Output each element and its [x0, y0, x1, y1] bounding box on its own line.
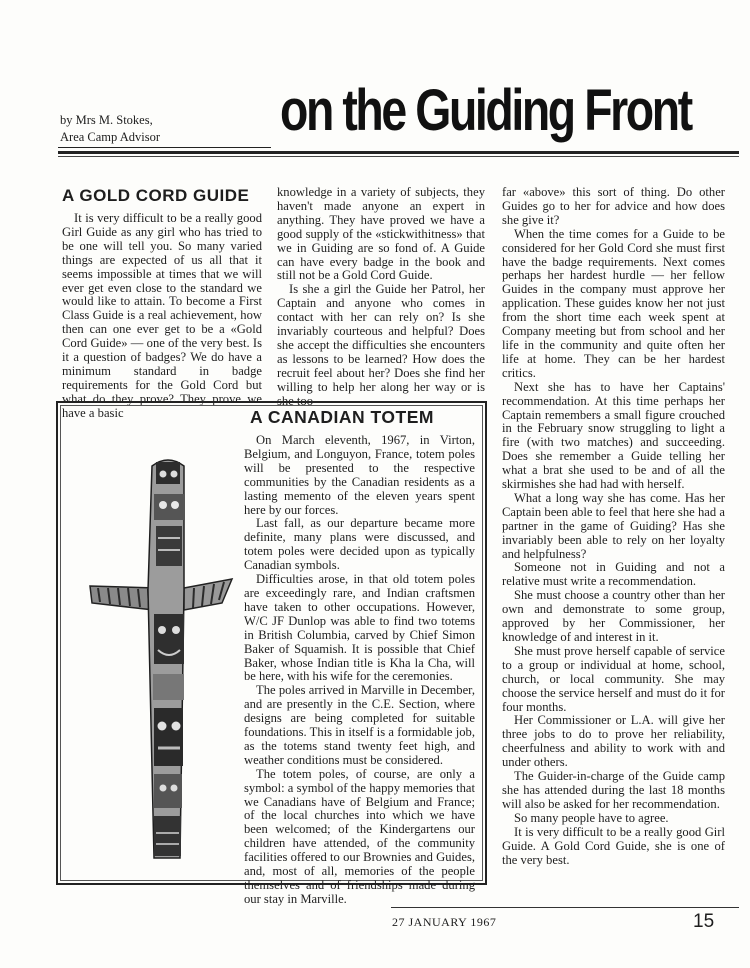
paragraph: The totem poles, of course, are only a symbol: a symbol of the happy memories that we Canadians have of Belgium and France; of the local churches into which we have been welcomed; of the Kindergartens our children have attended, of the community facilities offered to our Brownies and Guides, and, most of all, memories of the people themselves and of friendships made during our stay in Marville. — [244, 766, 475, 906]
issue-date: 27 JANUARY 1967 — [392, 915, 497, 929]
page-banner-title: on the Guiding Front — [280, 78, 691, 143]
footer-rule — [391, 907, 739, 908]
totem-pole-image — [84, 438, 239, 868]
totem-article-text — [244, 434, 475, 907]
byline-role: Area Camp Advisor — [60, 130, 160, 144]
paragraph: Next she has to have her Captains' recommendation. At this time perhaps her Captain remembers a small figure crouched in the February snow struggling to light a fire (with two matches) and succeeding. Does she remember a Guide telling her what a brat she used to be and of all the skirmishes she had had with herself. — [502, 379, 725, 492]
byline-rule — [58, 147, 271, 148]
article-column-3 — [502, 186, 725, 867]
paragraph: On March eleventh, 1967, in Virton, Belgium, and Longuyon, France, totem poles will be presented to the respective communities by the Canadian residents as a lasting memento of the eleven years spent here by our forces. — [244, 433, 475, 517]
paragraph: far «above» this sort of thing. Do other Guides go to her for advice and how does she give it? — [502, 185, 725, 227]
totem-heading: A CANADIAN TOTEM — [250, 407, 434, 427]
page-number: 15 — [693, 911, 715, 932]
header-rule — [58, 151, 739, 154]
article-column-2 — [277, 186, 485, 409]
paragraph: Her Commissioner or L.A. will give her three jobs to do to prove her reliability, cheerfulness and ability to work with and under others. — [502, 713, 725, 770]
paragraph: Someone not in Guiding and not a relative must write a recommendation. — [502, 560, 725, 589]
paragraph: Difficulties arose, in that old totem poles are exceedingly rare, and Indian craftsmen have taken to other occupations. However, W/C JF Dunlop was able to find two totems in British Columbia, carved by Chief Simon Baker of Squamish. It is possible that Chief Baker, whose Indian title is Kha la Cha, will be here, with his wife for the ceremonies. — [244, 572, 475, 684]
paragraph: It is very difficult to be a really good Girl Guide. A Gold Cord Guide, she is one of the very best. — [502, 824, 725, 867]
paragraph: What a long way she has come. Has her Captain been able to feel that here she had a partner in the game of Guiding? Has she invariably been able to rely on her loyalty and helpfulness? — [502, 490, 725, 561]
paragraph: The poles arrived in Marville in December, and are presently in the C.E. Section, where designs are being completed for suitable foundations. This in itself is a formidable job, as the totems stand twenty feet high, and weather conditions must be considered. — [244, 683, 475, 767]
paragraph: So many people have to agree. — [514, 810, 669, 825]
article-column-1 — [62, 212, 262, 421]
paragraph: She must choose a country other than her own and demonstrate to some group, approved by her Commissioner, her knowledge of and interest in it. — [502, 588, 725, 644]
paragraph: The Guider-in-charge of the Guide camp she has attended during the last 18 months will also be asked for her recommendation. — [502, 769, 725, 811]
paragraph: It is very difficult to be a really good Girl Guide as any girl who has tried to be one will tell you. So many varied things are expected of us all that it seems impossible at times that we will ever get even close to the standard we would like to attain. To become a First Class Guide is a real achievement, how then can one ever get to be a «Gold Cord Guide» — one of the very best. Is it a question of badges? We do have a minimum standard in badge requirements for the Gold Cord but what do they prove? They prove we have a basic — [62, 211, 262, 420]
header-rule-thin — [58, 156, 739, 157]
paragraph: Is she a girl the Guide her Patrol, her Captain and anyone who comes in contact with her can rely on? Is she invariably courteous and helpful? Does she accept the difficulties she encounters as lessons to be learned? How does the recruit feel about her? Does she find her willing to help her along her way or is she too — [277, 282, 485, 408]
byline-author: by Mrs M. Stokes, — [60, 113, 153, 127]
byline — [60, 112, 160, 146]
paragraph: When the time comes for a Guide to be considered for her Gold Cord she must first have the badge requirements. Next comes perhaps her hardest hurdle — her fellow Guides in the company must approve her application. These guides know her not just from the short time each week spent at Company meeting but from school and her life in the community and quite often her life at home. They can be her hardest critics. — [502, 226, 725, 380]
paragraph: She must prove herself capable of service to a group or individual at home, school, church, or local community. She may choose the service herself and must do it for four months. — [502, 643, 725, 714]
gold-cord-heading: A GOLD CORD GUIDE — [62, 186, 250, 205]
paragraph: Last fall, as our departure became more definite, many plans were discussed, and totem poles were decided upon as typically Canadian symbols. — [244, 516, 475, 573]
paragraph: knowledge in a variety of subjects, they haven't made anyone an expert in anything. They have proved we have a good supply of the «stickwithitness» that we in Guiding are so fond of. A Guide can have every badge in the book and still not be a Gold Cord Guide. — [277, 185, 485, 283]
